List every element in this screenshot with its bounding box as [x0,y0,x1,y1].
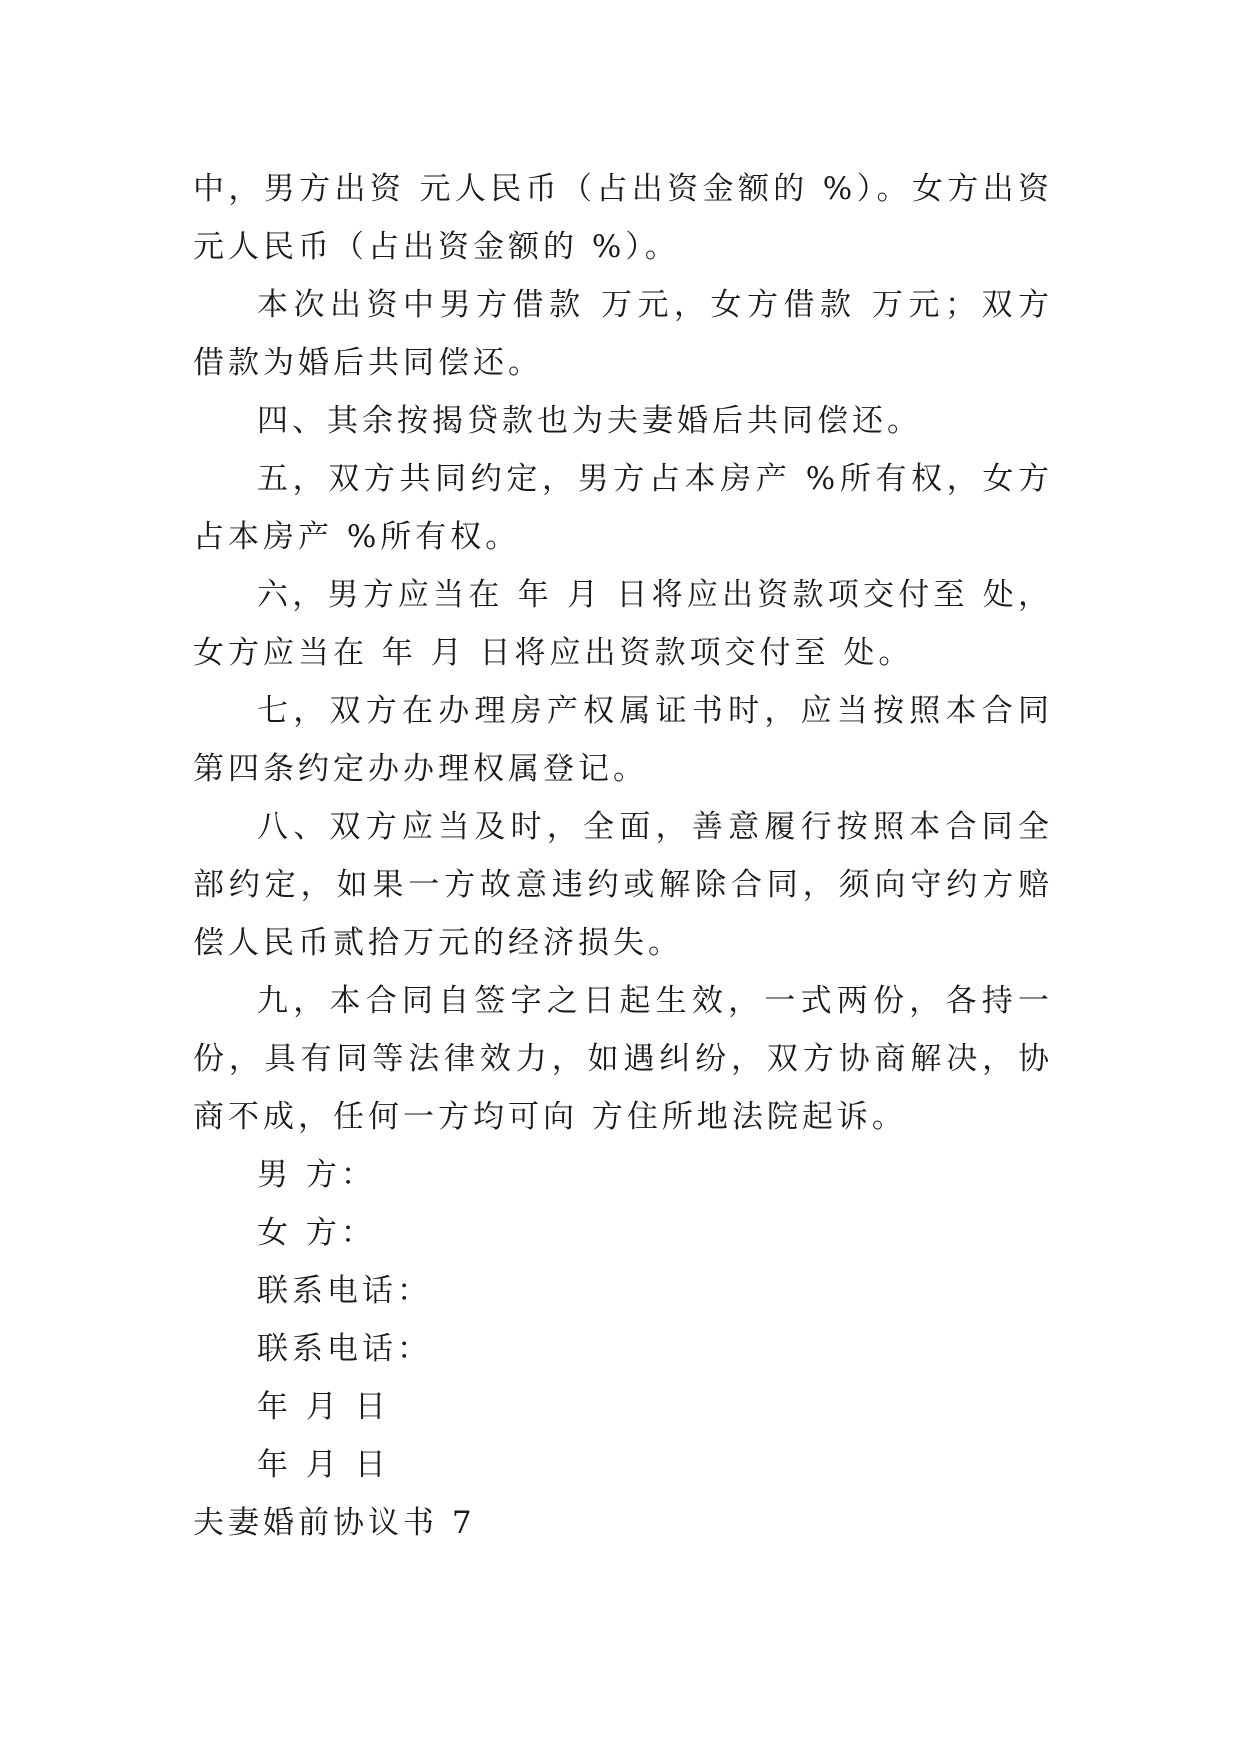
paragraph-loans: 本次出资中男方借款 万元，女方借款 万元；双方借款为婚后共同偿还。 [193,287,1053,381]
document-body [193,160,1053,1552]
paragraph-clause-5: 五，双方共同约定，男方占本房产 %所有权，女方占本房产 %所有权。 [193,461,1053,555]
paragraph-clause-4: 四、其余按揭贷款也为夫妻婚后共同偿还。 [257,403,922,439]
paragraph-capital-contribution: 中，男方出资 元人民币（占出资金额的 %）。女方出资 元人民币（占出资金额的 %）。 [193,171,1053,265]
paragraph-clause-9: 九，本合同自签字之日起生效，一式两份，各持一份，具有同等法律效力，如遇纠纷，双方协商解决，协商不成，任何一方均可向 方住所地法院起诉。 [193,983,1053,1135]
contact-phone-male: 联系电话： [257,1273,432,1309]
paragraph-clause-6: 六，男方应当在 年 月 日将应出资款项交付至 处，女方应当在 年 月 日将应出资款项交付至 处。 [193,577,1053,671]
next-document-title: 夫妻婚前协议书 7 [193,1505,476,1541]
signature-female-party: 女 方： [257,1215,376,1251]
signature-male-party: 男 方： [257,1157,376,1193]
signature-date-male: 年 月 日 [257,1389,390,1425]
signature-date-female: 年 月 日 [257,1447,390,1483]
paragraph-clause-7: 七，双方在办理房产权属证书时，应当按照本合同第四条约定办办理权属登记。 [193,693,1053,787]
contact-phone-female: 联系电话： [257,1331,432,1367]
paragraph-clause-8: 八、双方应当及时，全面，善意履行按照本合同全部约定，如果一方故意违约或解除合同，须向守约方赔偿人民币贰拾万元的经济损失。 [193,809,1053,961]
